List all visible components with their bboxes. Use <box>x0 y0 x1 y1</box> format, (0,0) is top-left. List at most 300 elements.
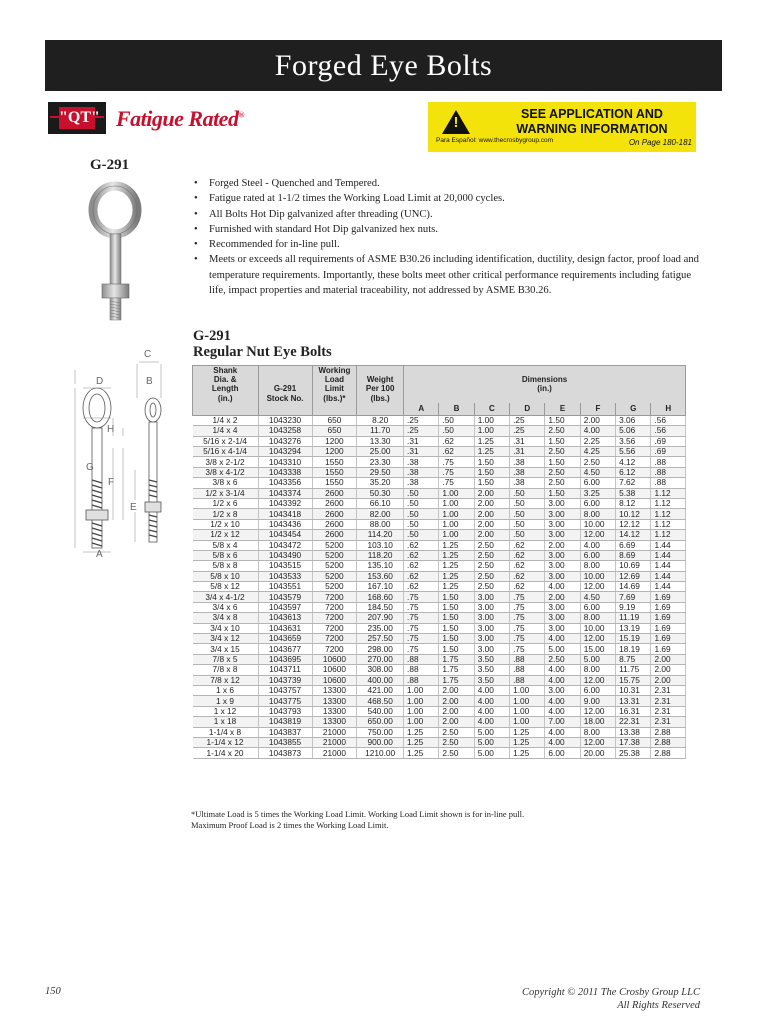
cell-d: 1.25 <box>510 737 545 747</box>
table-row <box>193 654 686 664</box>
cell-f: 12.00 <box>580 737 615 747</box>
cell-e: 4.00 <box>545 696 580 706</box>
cell-weight: 1210.00 <box>357 748 404 758</box>
cell-d: 1.00 <box>510 696 545 706</box>
cell-d: .75 <box>510 634 545 644</box>
cell-stock-no: 1043711 <box>258 665 312 675</box>
cell-shank: 5/16 x 4-1/4 <box>193 446 259 456</box>
cell-f: 18.00 <box>580 717 615 727</box>
col-header-weight <box>357 366 404 403</box>
cell-stock-no: 1043490 <box>258 550 312 560</box>
cell-wll: 2600 <box>312 519 357 529</box>
cell-weight: 400.00 <box>357 675 404 685</box>
cell-e: 2.00 <box>545 592 580 602</box>
table-row <box>193 509 686 519</box>
cell-b: 2.50 <box>439 737 474 747</box>
cell-weight: 257.50 <box>357 634 404 644</box>
cell-stock-no: 1043659 <box>258 634 312 644</box>
col-header-f: F <box>580 403 615 416</box>
cell-shank: 1/4 x 2 <box>193 415 259 425</box>
cell-c: 3.00 <box>474 602 509 612</box>
table-row <box>193 644 686 654</box>
cell-c: 5.00 <box>474 748 509 758</box>
cell-h: 1.44 <box>651 550 686 560</box>
cell-e: 3.00 <box>545 685 580 695</box>
cell-stock-no: 1043338 <box>258 467 312 477</box>
section-name: Regular Nut Eye Bolts <box>193 344 332 360</box>
cell-shank: 3/8 x 2-1/2 <box>193 457 259 467</box>
header-line: Dimensions <box>521 375 568 385</box>
eye-bolt-photo <box>82 180 152 326</box>
cell-a: .50 <box>404 488 439 498</box>
header-line: (lbs.)* <box>323 393 346 403</box>
cell-h: .69 <box>651 436 686 446</box>
cell-e: 7.00 <box>545 717 580 727</box>
cell-g: 3.56 <box>616 436 651 446</box>
cell-d: .50 <box>510 498 545 508</box>
cell-h: 2.00 <box>651 675 686 685</box>
cell-g: 16.31 <box>616 706 651 716</box>
cell-h: 1.44 <box>651 540 686 550</box>
cell-stock-no: 1043294 <box>258 446 312 456</box>
cell-e: 4.00 <box>545 737 580 747</box>
cell-c: 2.50 <box>474 571 509 581</box>
cell-e: 3.00 <box>545 613 580 623</box>
cell-stock-no: 1043472 <box>258 540 312 550</box>
cell-f: 4.50 <box>580 467 615 477</box>
cell-c: 3.00 <box>474 613 509 623</box>
feature-list <box>192 176 702 298</box>
cell-a: .25 <box>404 415 439 425</box>
cell-f: 3.25 <box>580 488 615 498</box>
table-row <box>193 737 686 747</box>
cell-shank: 3/4 x 12 <box>193 634 259 644</box>
cell-b: .75 <box>439 457 474 467</box>
cell-wll: 21000 <box>312 737 357 747</box>
cell-c: 2.00 <box>474 488 509 498</box>
cell-b: 1.50 <box>439 634 474 644</box>
cell-b: 2.00 <box>439 685 474 695</box>
cell-b: 1.50 <box>439 644 474 654</box>
cell-wll: 650 <box>312 415 357 425</box>
cell-c: 2.50 <box>474 540 509 550</box>
cell-a: .62 <box>404 582 439 592</box>
cell-d: .31 <box>510 446 545 456</box>
cell-b: 2.00 <box>439 717 474 727</box>
cell-e: 4.00 <box>545 582 580 592</box>
cell-c: 3.50 <box>474 654 509 664</box>
cell-g: 10.69 <box>616 561 651 571</box>
cell-g: 5.06 <box>616 426 651 436</box>
cell-a: .38 <box>404 457 439 467</box>
header-line: Per 100 <box>365 384 395 394</box>
cell-wll: 1200 <box>312 436 357 446</box>
cell-shank: 3/4 x 8 <box>193 613 259 623</box>
table-row <box>193 467 686 477</box>
table-row <box>193 748 686 758</box>
cell-b: 1.25 <box>439 550 474 560</box>
header-line: (lbs.) <box>370 393 390 403</box>
cell-shank: 1/2 x 10 <box>193 519 259 529</box>
cell-b: 1.25 <box>439 540 474 550</box>
exclamation-icon: ! <box>453 114 459 131</box>
cell-d: .62 <box>510 540 545 550</box>
cell-b: 1.50 <box>439 623 474 633</box>
cell-f: 20.00 <box>580 748 615 758</box>
cell-f: 5.00 <box>580 654 615 664</box>
cell-f: 15.00 <box>580 644 615 654</box>
cell-wll: 7200 <box>312 623 357 633</box>
page-title: Forged Eye Bolts <box>45 40 722 91</box>
cell-shank: 5/8 x 12 <box>193 582 259 592</box>
footnote-proof-load: Maximum Proof Load is 2 times the Working Load Limit. <box>191 819 389 830</box>
cell-shank: 3/8 x 6 <box>193 478 259 488</box>
table-row <box>193 446 686 456</box>
cell-c: 3.50 <box>474 665 509 675</box>
cell-weight: 153.60 <box>357 571 404 581</box>
cell-d: .50 <box>510 530 545 540</box>
cell-e: 5.00 <box>545 644 580 654</box>
cell-c: 1.25 <box>474 436 509 446</box>
dim-label-a: A <box>96 549 103 560</box>
cell-f: 12.00 <box>580 706 615 716</box>
cell-c: 2.00 <box>474 509 509 519</box>
cell-wll: 5200 <box>312 582 357 592</box>
cell-a: .88 <box>404 654 439 664</box>
cell-b: 1.00 <box>439 509 474 519</box>
cell-a: .75 <box>404 623 439 633</box>
cell-h: .56 <box>651 415 686 425</box>
cell-d: .62 <box>510 561 545 571</box>
cell-c: 1.50 <box>474 457 509 467</box>
cell-f: 9.00 <box>580 696 615 706</box>
cell-g: 8.75 <box>616 654 651 664</box>
cell-stock-no: 1043418 <box>258 509 312 519</box>
cell-g: 6.69 <box>616 540 651 550</box>
cell-weight: 29.50 <box>357 467 404 477</box>
cell-a: .62 <box>404 540 439 550</box>
cell-e: 3.00 <box>545 602 580 612</box>
cell-b: 1.50 <box>439 613 474 623</box>
cell-weight: 167.10 <box>357 582 404 592</box>
cell-wll: 13300 <box>312 685 357 695</box>
warning-title <box>492 107 692 137</box>
cell-c: 1.50 <box>474 478 509 488</box>
cell-d: .31 <box>510 436 545 446</box>
cell-wll: 650 <box>312 426 357 436</box>
feature-item: • All Bolts Hot Dip galvanized after threading (UNC). <box>192 207 702 222</box>
cell-shank: 1 x 6 <box>193 685 259 695</box>
cell-b: .50 <box>439 426 474 436</box>
cell-wll: 21000 <box>312 727 357 737</box>
cell-h: 1.44 <box>651 561 686 571</box>
table-row <box>193 457 686 467</box>
header-line: Shank <box>213 366 238 375</box>
cell-f: 8.00 <box>580 727 615 737</box>
cell-h: 2.31 <box>651 706 686 716</box>
col-header-b: B <box>439 403 474 416</box>
cell-stock-no: 1043515 <box>258 561 312 571</box>
cell-shank: 5/8 x 6 <box>193 550 259 560</box>
cell-d: .88 <box>510 654 545 664</box>
feature-item: • Forged Steel - Quenched and Tempered. <box>192 176 702 191</box>
cell-a: .88 <box>404 675 439 685</box>
table-row <box>193 426 686 436</box>
cell-h: 1.69 <box>651 634 686 644</box>
cell-a: .31 <box>404 446 439 456</box>
cell-a: 1.00 <box>404 717 439 727</box>
cell-f: 4.50 <box>580 592 615 602</box>
cell-a: .75 <box>404 634 439 644</box>
cell-e: 1.50 <box>545 436 580 446</box>
cell-stock-no: 1043819 <box>258 717 312 727</box>
cell-shank: 1/2 x 3-1/4 <box>193 488 259 498</box>
cell-a: .25 <box>404 426 439 436</box>
cell-f: 6.00 <box>580 478 615 488</box>
cell-shank: 1/2 x 6 <box>193 498 259 508</box>
cell-a: 1.25 <box>404 727 439 737</box>
cell-wll: 1550 <box>312 457 357 467</box>
cell-stock-no: 1043258 <box>258 426 312 436</box>
cell-shank: 3/4 x 10 <box>193 623 259 633</box>
cell-weight: 308.00 <box>357 665 404 675</box>
cell-h: 2.00 <box>651 654 686 664</box>
cell-weight: 25.00 <box>357 446 404 456</box>
cell-g: 18.19 <box>616 644 651 654</box>
header-line: Limit <box>324 384 344 394</box>
cell-e: 4.00 <box>545 727 580 737</box>
cell-d: 1.00 <box>510 706 545 716</box>
cell-f: 2.50 <box>580 457 615 467</box>
copyright-line: Copyright © 2011 The Crosby Group LLC <box>522 987 700 998</box>
cell-b: .62 <box>439 446 474 456</box>
product-model: G-291 <box>90 157 130 173</box>
cell-c: 4.00 <box>474 696 509 706</box>
cell-h: 1.69 <box>651 613 686 623</box>
header-line: Stock No. <box>266 393 304 403</box>
cell-shank: 1 x 9 <box>193 696 259 706</box>
cell-shank: 1 x 18 <box>193 717 259 727</box>
cell-d: 1.25 <box>510 727 545 737</box>
table-row <box>193 540 686 550</box>
cell-shank: 5/8 x 10 <box>193 571 259 581</box>
cell-a: .31 <box>404 436 439 446</box>
cell-e: 2.50 <box>545 426 580 436</box>
cell-a: .62 <box>404 561 439 571</box>
cell-shank: 7/8 x 8 <box>193 665 259 675</box>
cell-d: .38 <box>510 467 545 477</box>
dim-label-e: E <box>130 502 137 513</box>
cell-weight: 23.30 <box>357 457 404 467</box>
cell-h: 1.69 <box>651 602 686 612</box>
cell-c: 2.00 <box>474 519 509 529</box>
cell-wll: 7200 <box>312 602 357 612</box>
cell-wll: 10600 <box>312 665 357 675</box>
cell-g: 12.12 <box>616 519 651 529</box>
fatigue-rated-logo <box>116 106 244 132</box>
cell-h: 2.31 <box>651 685 686 695</box>
table-row <box>193 530 686 540</box>
cell-f: 6.00 <box>580 685 615 695</box>
cell-f: 4.00 <box>580 540 615 550</box>
cell-f: 8.00 <box>580 613 615 623</box>
col-header-wll <box>312 366 357 403</box>
table-row <box>193 582 686 592</box>
cell-c: 2.50 <box>474 582 509 592</box>
fatigue-rated-text: Fatigue Rated <box>116 106 239 131</box>
cell-h: .88 <box>651 467 686 477</box>
cell-a: .50 <box>404 498 439 508</box>
table-row <box>193 602 686 612</box>
cell-weight: 298.00 <box>357 644 404 654</box>
cell-e: 3.00 <box>545 623 580 633</box>
cell-wll: 2600 <box>312 509 357 519</box>
cell-e: 3.00 <box>545 519 580 529</box>
dim-label-h: H <box>107 424 115 435</box>
cell-h: 1.12 <box>651 509 686 519</box>
header-line: Length <box>211 384 239 394</box>
cell-f: 6.00 <box>580 498 615 508</box>
cell-e: 2.50 <box>545 467 580 477</box>
dim-label-c: C <box>144 349 152 360</box>
cell-c: 4.00 <box>474 706 509 716</box>
cell-weight: 35.20 <box>357 478 404 488</box>
cell-c: 5.00 <box>474 737 509 747</box>
cell-c: 1.00 <box>474 426 509 436</box>
cell-e: 3.00 <box>545 561 580 571</box>
cell-e: 3.00 <box>545 571 580 581</box>
header-line: Load <box>324 375 344 385</box>
col-header-shank <box>193 366 259 403</box>
cell-d: .62 <box>510 550 545 560</box>
cell-h: 2.88 <box>651 727 686 737</box>
copyright <box>522 986 700 1012</box>
cell-f: 2.25 <box>580 436 615 446</box>
cell-b: .62 <box>439 436 474 446</box>
col-header-stock <box>258 366 312 403</box>
section-title <box>193 328 332 360</box>
cell-f: 4.00 <box>580 426 615 436</box>
cell-stock-no: 1043310 <box>258 457 312 467</box>
cell-stock-no: 1043597 <box>258 602 312 612</box>
cell-g: 22.31 <box>616 717 651 727</box>
header-line: Weight <box>366 375 394 385</box>
header-line: Dia. & <box>213 375 237 385</box>
table-row <box>193 706 686 716</box>
table-row <box>193 675 686 685</box>
cell-stock-no: 1043613 <box>258 613 312 623</box>
cell-c: 3.50 <box>474 675 509 685</box>
cell-f: 2.00 <box>580 415 615 425</box>
cell-stock-no: 1043775 <box>258 696 312 706</box>
cell-e: 2.50 <box>545 478 580 488</box>
header-line: G-291 <box>273 384 297 394</box>
cell-b: 1.75 <box>439 654 474 664</box>
cell-a: .50 <box>404 509 439 519</box>
cell-wll: 5200 <box>312 571 357 581</box>
cell-d: 1.00 <box>510 717 545 727</box>
cell-shank: 5/8 x 8 <box>193 561 259 571</box>
cell-a: .88 <box>404 665 439 675</box>
cell-h: 2.88 <box>651 737 686 747</box>
col-header-a: A <box>404 403 439 416</box>
cell-b: 1.50 <box>439 592 474 602</box>
cell-e: 3.00 <box>545 530 580 540</box>
cell-f: 10.00 <box>580 519 615 529</box>
cell-a: .62 <box>404 571 439 581</box>
cell-g: 11.19 <box>616 613 651 623</box>
cell-g: 17.38 <box>616 737 651 747</box>
cell-shank: 5/8 x 4 <box>193 540 259 550</box>
cell-g: 13.38 <box>616 727 651 737</box>
cell-g: 15.19 <box>616 634 651 644</box>
registered-mark: ® <box>238 110 244 120</box>
cell-f: 6.00 <box>580 550 615 560</box>
cell-wll: 10600 <box>312 654 357 664</box>
cell-d: .75 <box>510 592 545 602</box>
cell-weight: 66.10 <box>357 498 404 508</box>
col-header-d: D <box>510 403 545 416</box>
cell-weight: 50.30 <box>357 488 404 498</box>
dim-label-b: B <box>146 376 153 387</box>
cell-c: 2.50 <box>474 561 509 571</box>
footnote-ultimate-load: *Ultimate Load is 5 times the Working Load Limit. Working Load Limit shown is for in-line pull. <box>191 809 525 819</box>
cell-weight: 421.00 <box>357 685 404 695</box>
cell-d: .62 <box>510 582 545 592</box>
cell-g: 14.69 <box>616 582 651 592</box>
cell-shank: 5/16 x 2-1/4 <box>193 436 259 446</box>
cell-c: 1.00 <box>474 415 509 425</box>
cell-stock-no: 1043873 <box>258 748 312 758</box>
spanish-link[interactable]: Para Español: www.thecrosbygroup.com <box>436 137 554 144</box>
dimension-diagram <box>53 340 189 578</box>
cell-e: 1.50 <box>545 415 580 425</box>
cell-g: 8.12 <box>616 498 651 508</box>
cell-d: .25 <box>510 415 545 425</box>
cell-weight: 207.90 <box>357 613 404 623</box>
cell-e: 3.00 <box>545 509 580 519</box>
cell-weight: 650.00 <box>357 717 404 727</box>
cell-g: 7.62 <box>616 478 651 488</box>
qt-logo-text: "QT" <box>59 107 95 129</box>
cell-f: 4.25 <box>580 446 615 456</box>
cell-wll: 13300 <box>312 717 357 727</box>
warning-box <box>428 102 696 152</box>
cell-b: 1.00 <box>439 498 474 508</box>
cell-f: 12.00 <box>580 675 615 685</box>
cell-stock-no: 1043855 <box>258 737 312 747</box>
cell-a: .75 <box>404 602 439 612</box>
cell-stock-no: 1043695 <box>258 654 312 664</box>
section-model: G-291 <box>193 328 231 344</box>
cell-stock-no: 1043276 <box>258 436 312 446</box>
cell-shank: 1/2 x 12 <box>193 530 259 540</box>
header-line: Working <box>318 366 351 375</box>
cell-e: 2.50 <box>545 446 580 456</box>
cell-g: 9.19 <box>616 602 651 612</box>
cell-stock-no: 1043392 <box>258 498 312 508</box>
cell-h: 1.44 <box>651 571 686 581</box>
cell-shank: 1/4 x 4 <box>193 426 259 436</box>
cell-e: 4.00 <box>545 634 580 644</box>
cell-h: .56 <box>651 426 686 436</box>
cell-weight: 468.50 <box>357 696 404 706</box>
table-row <box>193 623 686 633</box>
page-number: 150 <box>45 986 61 997</box>
cell-d: .50 <box>510 519 545 529</box>
cell-c: 2.00 <box>474 498 509 508</box>
dim-label-f: F <box>108 477 115 488</box>
